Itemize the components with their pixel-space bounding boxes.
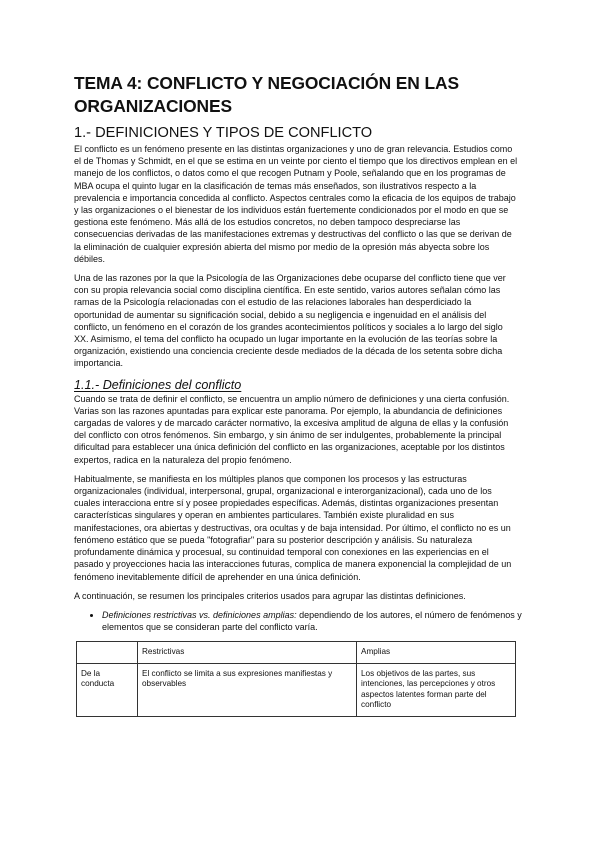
table-header-cell: Restrictivas — [138, 642, 357, 664]
paragraph: El conflicto es un fenómeno presente en las distintas organizaciones y uno de gran relevancia. Estudios como el de Thomas y Schmidt, en el que se estima en un veinte por ciento el tiempo que los directivos emplean en el manejo de los conflictos, o datos como el que recogen Putnam y Poole, señalando que en los programas de MBA ocupa el quinto lugar en la clasificación de temas más enseñados, son ilustrativos respecto a la prevalencia e importancia concedida al conflicto. Aspectos centrales como la eficacia de los equipos de trabajo y las organizaciones o el bienestar de los individuos están fuertemente condicionados por el modo en que se gestiona este fenómeno. Más allá de los estudios concretos, no deben tampoco despreciarse las consecuencias derivadas de las manifestaciones extremas y destructivas del conflicto o las que se derivan de la eliminación de cualquier expresión abierta del mismo por medio de la opresión más abyecta sobre los débiles. — [74, 144, 518, 264]
paragraph: Cuando se trata de definir el conflicto, se encuentra un amplio número de definiciones y una cierta confusión. Varias son las razones apuntadas para explicar este panorama. Por ejemplo, la abundancia de definiciones cargadas de valores y de marcado carácter normativo, la excesiva amplitud de alguna de ellas y la confusión del conflicto con otros fenómenos. Sin embargo, y sin ánimo de ser indulgentes, probablemente la principal dificultad para establecer una única definición del conflicto en las organizaciones, aceptable por los distintos expertos, radica en la naturaleza del propio fenómeno. — [74, 393, 510, 465]
paragraph: A continuación, se resumen los principales criterios usados para agrupar las distintas definiciones. — [74, 590, 466, 601]
paragraph: Una de las razones por la que la Psicología de las Organizaciones debe ocuparse del conflicto tiene que ver con su propia relevancia social como disciplina científica. En este sentido, varios autores señalan cómo las ramas de la Psicología relacionadas con el estudio de las relaciones laborales han desperdiciado la oportunidad de aumentar su significación social, debido a su negligencia e ingenuidad en el análisis del conflicto, un fenómeno en el corazón de los grandes acontecimientos políticos y sociales a lo largo del siglo XX. Asimismo, el tema del conflicto ha ocupado un lugar importante en la evolución de las teorías sobre la organización, existiendo una conciencia creciente desde mediados de la década de los setenta sobre dicha importancia. — [74, 273, 506, 369]
section-heading: 1.- DEFINICIONES Y TIPOS DE CONFLICTO — [74, 125, 373, 141]
list-item-text: dependiendo de los autores, el número de fenómenos y elementos que se consideran parte del conflicto varía. — [102, 609, 522, 633]
list-item-term: Definiciones restrictivas vs. definiciones amplias: — [102, 609, 297, 620]
list-item — [102, 609, 522, 633]
table-row — [77, 663, 516, 716]
table-header-cell — [77, 642, 138, 664]
document-title: TEMA 4: CONFLICTO Y NEGOCIACIÓN EN LAS ORGANIZACIONES — [74, 73, 459, 116]
table-header-cell: Amplias — [357, 642, 516, 664]
criteria-list — [74, 609, 522, 633]
definitions-table — [76, 641, 516, 717]
table-cell: El conflicto se limita a sus expresiones manifiestas y observables — [138, 663, 357, 716]
table-cell-label: De la conducta — [77, 663, 138, 716]
subsection-heading: 1.1.- Definiciones del conflicto — [74, 377, 242, 392]
table-header-row — [77, 642, 516, 664]
table-cell: Los objetivos de las partes, sus intenciones, las percepciones y otros aspectos latentes forman parte del conflicto — [357, 663, 516, 716]
paragraph: Habitualmente, se manifiesta en los múltiples planos que componen los procesos y las estructuras organizacionales (individual, interpersonal, grupal, organizacional e interorganizacional), cada uno de los cuales interacciona entre sí y posee propiedades específicas. Además, distintas organizaciones presentan características singulares y operan en ambientes particulares. También existe pluralidad en sus manifestaciones, ora abiertas y destructivas, ora ocultas y de baja intensidad. Por último, el conflicto no es un fenómeno estático que se pueda "fotografiar" para su posterior descripción y análisis. Su naturaleza profundamente dinámica y procesual, su continuidad temporal con conexiones en las experiencias en el pasado y proyecciones hacia las interacciones futuras, complica de manera exponencial la complejidad de un fenómeno inevitablemente difícil de aprehender en una única definición. — [74, 473, 512, 582]
